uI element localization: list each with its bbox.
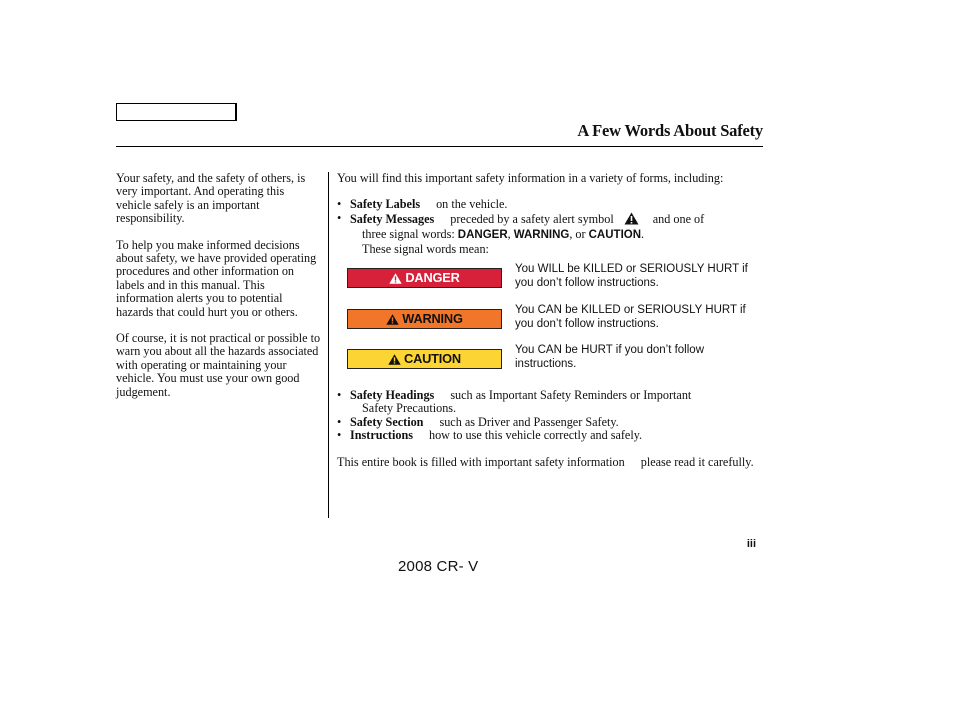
desc-safety-headings-2: Safety Precautions. [362,401,457,416]
warning-label [347,309,502,329]
left-column [116,172,322,412]
word-warning: WARNING [513,229,570,242]
danger-label-text: DANGER [405,270,460,286]
comma: , [507,227,511,242]
term-instructions: Instructions [350,428,413,443]
list-item-safety-messages [337,212,757,228]
term-safety-headings: Safety Headings [350,388,435,403]
period: . [641,227,645,242]
desc-safety-messages-2: and one of [652,211,705,226]
term-safety-messages: Safety Messages [350,211,435,226]
closing-text: This entire book is filled with important safety information [337,454,625,469]
page-number: iii [746,538,756,550]
paragraph-judgement: Of course, it is not practical or possible to warn you about all the hazards associated with operating or maintaining your vehicle. You must use your own good judgement. [116,331,321,399]
desc-instructions: how to use this vehicle correctly and safely. [428,428,643,443]
warning-description: You CAN be KILLED or SERIOUSLY HURT if you don’t follow instructions. [515,304,746,330]
or-text: , or [569,227,586,242]
signal-words-line [337,228,757,242]
blank-tab-box [116,103,237,121]
danger-label [347,268,502,288]
desc-safety-headings: such as Important Safety Reminders or Important [450,388,692,403]
safety-alert-icon [624,212,639,228]
list-item-safety-labels [337,198,757,211]
word-danger: DANGER [457,229,508,242]
caution-label [347,349,502,369]
alert-icon [389,273,402,284]
bullet: • [337,210,342,225]
warning-label-text: WARNING [402,311,463,327]
signal-row-caution [347,344,757,379]
bullet: • [337,428,342,443]
paragraph-informed-decisions: To help you make informed decisions about safety, we have provided operating procedures and other information on labels and in this manual. This information alerts you to potential hazards that could hurt you or others. [116,237,317,319]
paragraph-safety-importance: Your safety, and the safety of others, is very important. And operating this vehicle safely is an important responsibility. [116,171,306,226]
bullet: • [337,414,342,429]
right-column [337,172,757,469]
signal-row-warning [347,304,757,339]
danger-description: You WILL be KILLED or SERIOUSLY HURT if you don’t follow instructions. [515,263,748,289]
title-divider [116,146,763,147]
closing-text-2: please read it carefully. [640,454,754,469]
intro-text: You will find this important safety information in a variety of forms, including: [337,171,724,185]
list-item-instructions [337,429,757,442]
signal-words-mean: These signal words mean: [362,241,489,256]
term-safety-labels: Safety Labels [350,197,421,212]
bullet: • [337,197,342,212]
desc-safety-section: such as Driver and Passenger Safety. [439,414,619,429]
footer-model: 2008 CR- V [398,558,479,575]
alert-icon [386,314,399,325]
page-title: A Few Words About Safety [577,121,763,140]
closing-paragraph [337,456,757,469]
signal-words-prefix: three signal words: [362,227,455,242]
desc-safety-messages: preceded by a safety alert symbol [450,211,614,226]
term-safety-section: Safety Section [350,414,424,429]
list-item-safety-headings [337,389,757,402]
list-item-safety-section [337,416,757,429]
caution-description: You CAN be HURT if you don’t follow instructions. [515,344,704,370]
word-caution: CAUTION [588,229,642,242]
signal-row-danger [347,263,757,298]
signal-word-list [337,256,757,389]
column-divider [328,172,329,518]
caution-label-text: CAUTION [404,351,461,367]
bullet: • [337,388,342,403]
alert-icon [388,354,401,365]
desc-safety-labels: on the vehicle. [436,197,508,212]
